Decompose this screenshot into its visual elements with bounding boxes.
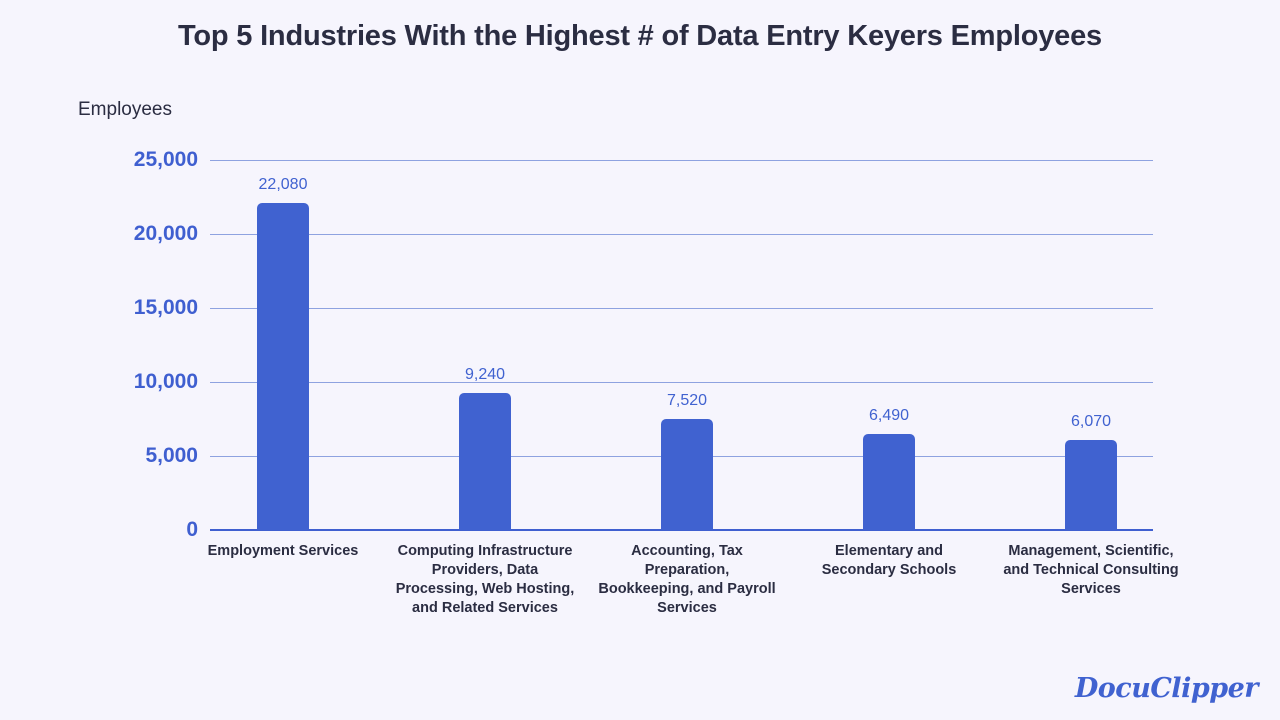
gridline-25000	[210, 160, 1153, 161]
bar-value-elementary-secondary-schools: 6,490	[868, 406, 910, 424]
gridline-15000	[210, 308, 1153, 309]
y-tick-label-20000: 20,000	[133, 222, 198, 245]
category-label-computing-infrastructure: Computing Infrastructure Providers, Data Processing, Web Hosting, and Related Services	[395, 543, 575, 616]
y-tick-label-15000: 15,000	[133, 296, 198, 319]
bar-computing-infrastructure[interactable]	[459, 393, 511, 530]
bar-management-consulting[interactable]	[1065, 440, 1117, 530]
bar-value-computing-infrastructure: 9,240	[464, 366, 506, 384]
docuclipper-logo: DocuClipper	[1074, 673, 1258, 704]
bar-employment-services[interactable]	[257, 203, 309, 530]
bar-accounting-tax[interactable]	[661, 419, 713, 530]
category-label-management-consulting: Management, Scientific, and Technical Consulting Services	[1003, 543, 1179, 597]
bar-value-management-consulting: 6,070	[1070, 413, 1112, 431]
category-label-elementary-secondary-schools: Elementary and Secondary Schools	[821, 543, 957, 578]
chart-title: Top 5 Industries With the Highest # of Data Entry Keyers Employees	[178, 20, 1102, 52]
bar-value-accounting-tax: 7,520	[666, 391, 708, 409]
bar-value-employment-services: 22,080	[258, 176, 308, 194]
y-axis-label: Employees	[78, 99, 172, 120]
gridline-10000	[210, 382, 1153, 383]
plot-area	[210, 160, 1153, 530]
gridline-20000	[210, 234, 1153, 235]
y-tick-label-0: 0	[186, 518, 198, 541]
category-label-accounting-tax: Accounting, Tax Preparation, Bookkeeping, and Payroll Services	[598, 543, 776, 616]
y-tick-label-25000: 25,000	[133, 148, 198, 171]
bar-elementary-secondary-schools[interactable]	[863, 434, 915, 530]
category-label-employment-services: Employment Services	[207, 543, 359, 559]
y-tick-label-5000: 5,000	[145, 444, 198, 467]
y-tick-label-10000: 10,000	[133, 370, 198, 393]
